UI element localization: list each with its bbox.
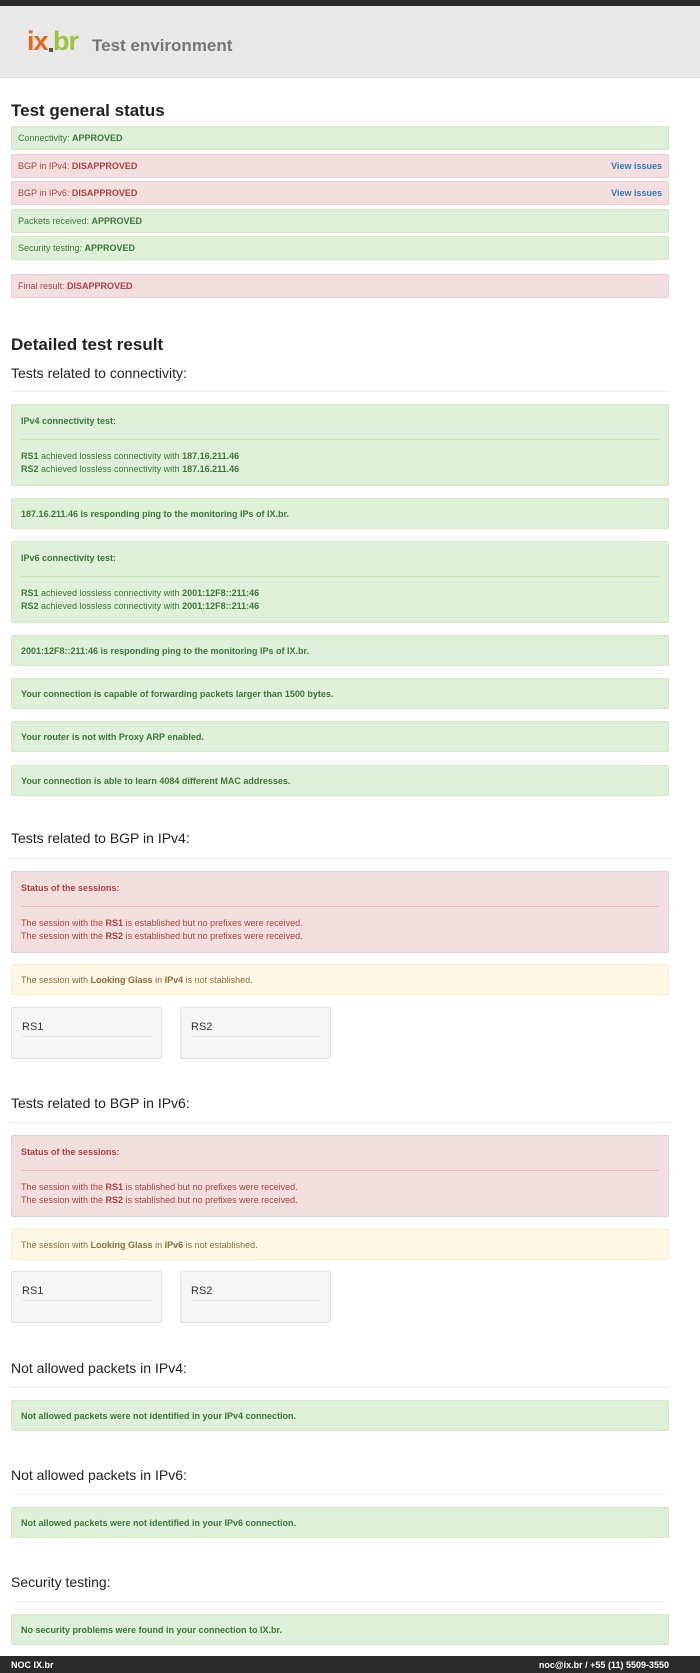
np4-alert: Not allowed packets were not identified in your IPv4 connection. <box>11 1400 669 1431</box>
line-text: The session with the <box>21 918 106 928</box>
ip-address: 2001:12F8::211:46 <box>182 588 260 598</box>
rs1-panel-title: RS1 <box>22 1285 44 1297</box>
ipv4-ping-alert: 187.16.211.46 is responding ping to the monitoring IPs of IX.br. <box>11 498 669 529</box>
status-value: APPROVED <box>91 216 143 226</box>
line-text: is established but no prefixes were received. <box>123 931 303 941</box>
status-row-text <box>18 133 123 143</box>
bgp6-rs1-panel <box>11 1271 162 1323</box>
page-footer <box>0 1656 700 1673</box>
line-text: is not established. <box>185 1239 258 1250</box>
ipv4-rs1-line <box>21 450 659 463</box>
mtu-alert: Your connection is capable of forwarding packets larger than 1500 bytes. <box>11 678 669 709</box>
ipv6-connectivity-alert <box>11 541 669 623</box>
divider <box>11 391 669 392</box>
page-title: Test environment <box>92 36 233 55</box>
status-label: Packets received: <box>18 216 92 226</box>
footer-left: NOC IX.br <box>11 1659 54 1670</box>
mac-alert: Your connection is able to learn 4084 different MAC addresses. <box>11 765 669 796</box>
rs1-name: RS1 <box>21 451 39 461</box>
panel-divider <box>191 1036 320 1037</box>
connectivity-heading: Tests related to connectivity: <box>11 365 187 381</box>
bgp4-rs2-line <box>21 930 659 943</box>
line-text: The session with the <box>21 1182 106 1192</box>
line-text: achieved lossless connectivity with <box>38 451 183 461</box>
ipv6-connectivity-title: IPv6 connectivity test: <box>21 553 117 563</box>
ipv4-connectivity-title: IPv4 connectivity test: <box>21 416 117 426</box>
rs2-panel-title: RS2 <box>191 1021 213 1033</box>
rs1-name: RS1 <box>21 588 39 598</box>
status-row <box>11 209 669 233</box>
panel-divider <box>22 1300 151 1301</box>
final-result-label: Final result: <box>18 281 68 291</box>
line-text: in <box>155 1239 163 1250</box>
np4-heading: Not allowed packets in IPv4: <box>11 1360 187 1376</box>
ipv6-connectivity-lines <box>21 577 659 613</box>
line-text: The session with the <box>21 1195 106 1205</box>
ipv4-rs2-line <box>21 463 659 476</box>
rs1-panel-title: RS1 <box>22 1021 44 1033</box>
status-row <box>11 181 669 205</box>
np6-heading: Not allowed packets in IPv6: <box>11 1467 187 1483</box>
status-label: Security testing: <box>18 243 85 253</box>
bgp6-sessions-alert <box>11 1135 669 1217</box>
bgp6-rs1-line <box>21 1181 659 1194</box>
divider <box>11 1122 669 1123</box>
final-result-row <box>11 274 669 298</box>
final-result-text <box>18 281 133 291</box>
line-text: is established but no prefixes were received. <box>123 918 303 928</box>
status-label: BGP in IPv4: <box>18 161 72 171</box>
rs2-name: RS2 <box>105 1195 124 1205</box>
status-row-text <box>18 216 142 226</box>
ixbr-logo[interactable] <box>27 26 78 60</box>
general-status-heading: Test general status <box>11 101 165 120</box>
line-text: achieved lossless connectivity with <box>38 464 183 474</box>
bgp4-sessions-alert <box>11 871 669 953</box>
bgp6-heading: Tests related to BGP in IPv6: <box>11 1095 190 1111</box>
ip-address: 187.16.211.46 <box>182 464 240 474</box>
line-text: is stablished but no prefixes were received. <box>123 1182 298 1192</box>
status-value: DISAPPROVED <box>71 188 138 198</box>
status-value: DISAPPROVED <box>71 161 138 171</box>
view-issues-link[interactable]: View issues <box>611 188 662 198</box>
logo-text-br: br <box>53 26 78 56</box>
divider <box>11 1387 669 1388</box>
status-row-text <box>18 243 135 253</box>
detailed-heading: Detailed test result <box>11 335 164 354</box>
protocol-name: IPv6 <box>164 1239 184 1250</box>
status-row-text <box>18 161 137 171</box>
ip-address: 2001:12F8::211:46 <box>182 601 260 611</box>
bgp6-sessions-lines <box>21 1171 659 1207</box>
divider <box>11 1601 669 1602</box>
looking-glass-name: Looking Glass <box>90 1239 153 1250</box>
bgp4-heading: Tests related to BGP in IPv4: <box>11 830 190 846</box>
bgp6-rs2-panel <box>180 1271 331 1323</box>
divider <box>11 858 669 859</box>
bgp4-rs2-panel <box>180 1007 331 1059</box>
looking-glass-name: Looking Glass <box>90 974 153 985</box>
line-text: in <box>155 974 163 985</box>
ipv6-rs1-line <box>21 587 659 600</box>
bgp6-sessions-title: Status of the sessions: <box>21 1147 120 1157</box>
final-result-value: DISAPPROVED <box>67 281 133 291</box>
ipv4-connectivity-alert <box>11 404 669 486</box>
ipv6-ping-alert: 2001:12F8::211:46 is responding ping to the monitoring IPs of IX.br. <box>11 635 669 666</box>
security-heading: Security testing: <box>11 1574 111 1590</box>
status-row <box>11 126 669 150</box>
status-value: APPROVED <box>72 133 123 143</box>
line-text: The session with <box>21 974 89 985</box>
view-issues-link[interactable]: View issues <box>611 161 662 171</box>
rs1-name: RS1 <box>105 1182 124 1192</box>
security-alert: No security problems were found in your connection to IX.br. <box>11 1614 669 1645</box>
protocol-name: IPv4 <box>164 974 184 985</box>
status-label: Connectivity: <box>18 133 73 143</box>
status-row <box>11 236 669 260</box>
page-header <box>0 6 700 78</box>
ipv6-rs2-line <box>21 600 659 613</box>
rs2-panel-title: RS2 <box>191 1285 213 1297</box>
bgp6-rs2-line <box>21 1194 659 1207</box>
status-row <box>11 154 669 178</box>
rs1-name: RS1 <box>105 918 124 928</box>
line-text: is stablished but no prefixes were received. <box>123 1195 298 1205</box>
panel-divider <box>191 1300 320 1301</box>
divider <box>11 1494 669 1495</box>
proxy-arp-alert: Your router is not with Proxy ARP enabled. <box>11 721 669 752</box>
bgp4-sessions-lines <box>21 907 659 943</box>
rs2-name: RS2 <box>105 931 124 941</box>
status-label: BGP in IPv6: <box>18 188 72 198</box>
bgp4-looking-glass-alert <box>11 964 669 995</box>
bgp4-rs1-line <box>21 917 659 930</box>
bgp4-sessions-title: Status of the sessions: <box>21 883 120 893</box>
panel-divider <box>22 1036 151 1037</box>
bgp4-rs1-panel <box>11 1007 162 1059</box>
logo-text-ix: ix <box>27 26 48 56</box>
line-text: is not stablished. <box>185 974 253 985</box>
line-text: The session with <box>21 1239 89 1250</box>
status-row-text <box>18 188 137 198</box>
line-text: achieved lossless connectivity with <box>38 588 183 598</box>
line-text: The session with the <box>21 931 106 941</box>
footer-contact: noc@ix.br / +55 (11) 5509-3550 <box>538 1659 669 1670</box>
ip-address: 187.16.211.46 <box>182 451 240 461</box>
line-text: achieved lossless connectivity with <box>38 601 183 611</box>
ipv4-connectivity-lines <box>21 440 659 476</box>
np6-alert: Not allowed packets were not identified in your IPv6 connection. <box>11 1507 669 1538</box>
rs2-name: RS2 <box>21 601 39 611</box>
bgp6-looking-glass-alert <box>11 1229 669 1260</box>
status-value: APPROVED <box>84 243 136 253</box>
rs2-name: RS2 <box>21 464 39 474</box>
